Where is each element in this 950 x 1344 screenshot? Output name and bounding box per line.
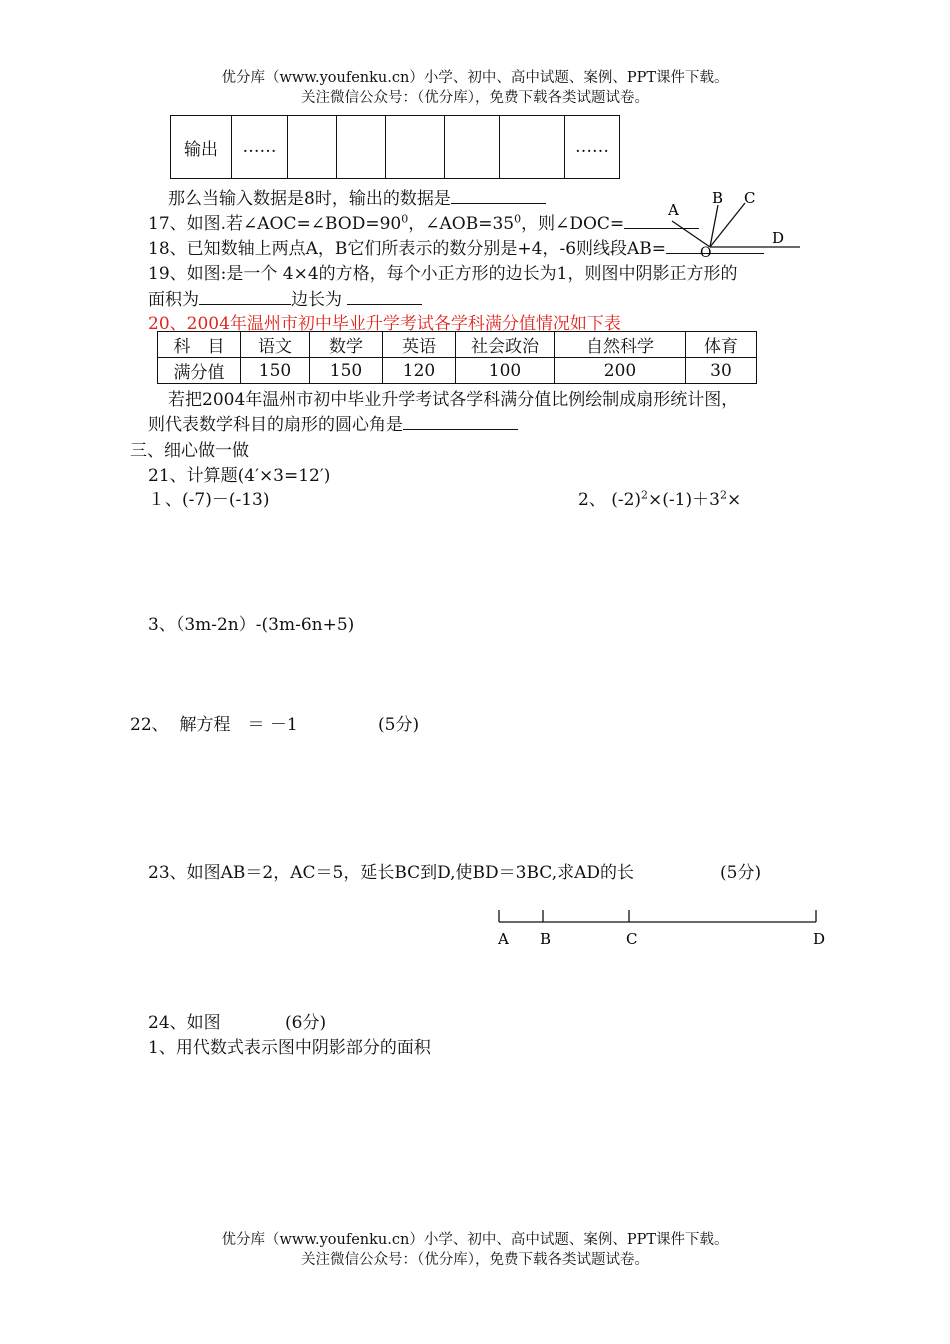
answer-blank [451, 187, 546, 204]
q19-side-label: 边长为 [291, 290, 342, 310]
q17-end: ，则∠DOC= [521, 214, 625, 234]
q17-text: 17、如图.若∠AOC=∠BOD=90 [148, 214, 402, 234]
score-value: 150 [310, 358, 383, 384]
answer-blank [347, 288, 422, 305]
q20-text1: 若把2004年温州市初中毕业升学考试各学科满分值比例绘制成扇形统计图， [168, 390, 739, 410]
point-label-a: A [498, 930, 509, 948]
q22 [130, 710, 298, 735]
score-header: 自然科学 [555, 332, 686, 358]
score-header: 体育 [686, 332, 757, 358]
score-table [157, 331, 757, 384]
io-cell [500, 116, 565, 179]
score-value: 30 [686, 358, 757, 384]
score-header: 英语 [383, 332, 456, 358]
q24-score: (6分) [285, 1013, 327, 1033]
q21-part2-c: × [726, 490, 742, 510]
score-header: 数学 [310, 332, 383, 358]
label-d: D [772, 229, 785, 247]
q20-text2 [148, 410, 518, 435]
score-value: 120 [383, 358, 456, 384]
q21-part2-a: 2、 (-2) [578, 490, 642, 510]
q23-text: 23、如图AB＝2，AC＝5，延长BC到D,使BD＝3BC,求AD的长 [148, 863, 635, 883]
score-value: 150 [241, 358, 310, 384]
q18 [148, 234, 764, 259]
q21-part2 [578, 485, 741, 510]
footer-line-1: 优分库（www.youfenku.cn）小学、初中、高中试题、案例、PPT课件下载。 [221, 1232, 729, 1248]
q16-tail [168, 184, 546, 209]
label-c: C [744, 189, 756, 207]
q21-title: 21、计算题(4′×3=12′) [148, 466, 331, 486]
header-line-1: 优分库（www.youfenku.cn）小学、初中、高中试题、案例、PPT课件下载。 [221, 70, 729, 86]
score-value-row [158, 358, 757, 384]
score-value: 满分值 [158, 358, 241, 384]
answer-blank [199, 288, 291, 305]
score-header: 科 目 [158, 332, 241, 358]
degree-sup: 0 [514, 212, 522, 226]
q21-part3: 3、（3m-2n）-(3m-6n+5) [148, 615, 355, 635]
q22-text: 解方程 ＝ －1 [179, 715, 298, 735]
point-label-b: B [540, 930, 552, 948]
q17-mid: ，∠AOB=35 [408, 214, 515, 234]
q23-score: (5分) [720, 863, 762, 883]
answer-blank [666, 237, 764, 254]
exponent: 2 [719, 488, 727, 502]
q22-score: (5分) [378, 715, 420, 735]
q21-part1: １、(-7)－(-13) [148, 490, 270, 510]
segment-figure [490, 905, 835, 953]
label-a: A [668, 201, 679, 219]
footer-line-2: 关注微信公众号：（优分库），免费下载各类试题试卷。 [301, 1252, 649, 1268]
score-header: 语文 [241, 332, 310, 358]
label-o: O [700, 245, 712, 260]
io-cell [337, 116, 386, 179]
q19-line2 [148, 285, 422, 310]
io-table [170, 115, 620, 179]
section-3-heading: 三、细心做一做 [130, 441, 249, 461]
score-header: 社会政治 [456, 332, 555, 358]
q19-line1: 19、如图:是一个 4×4的方格，每个小正方形的边长为1，则图中阴影正方形的 [148, 264, 738, 284]
point-label-d: D [813, 930, 826, 948]
io-cell [288, 116, 337, 179]
io-label: 输出 [171, 116, 232, 179]
io-cell: …… [565, 116, 620, 179]
q21-part2-b: ×(-1)＋3 [648, 490, 720, 510]
q24-part1: 1、用代数式表示图中阴影部分的面积 [148, 1038, 431, 1058]
q19-area-label: 面积为 [148, 290, 199, 310]
q17 [148, 209, 699, 234]
score-value: 100 [456, 358, 555, 384]
point-label-c: C [626, 930, 638, 948]
degree-sup: 0 [401, 212, 409, 226]
q16-text: 那么当输入数据是8时，输出的数据是 [168, 189, 451, 209]
q20-title: 20、2004年温州市初中毕业升学考试各学科满分值情况如下表 [148, 314, 621, 334]
score-header-row [158, 332, 757, 358]
io-row-output [171, 116, 620, 179]
io-cell [386, 116, 445, 179]
io-cell [445, 116, 500, 179]
score-value: 200 [555, 358, 686, 384]
label-b: B [712, 189, 724, 207]
io-cell: …… [232, 116, 288, 179]
q24-title: 24、如图 [148, 1013, 221, 1033]
q18-text: 18、已知数轴上两点A，B它们所表示的数分别是+4，-6则线段AB= [148, 239, 667, 259]
q20-text2-label: 则代表数学科目的扇形的圆心角是 [148, 415, 403, 435]
answer-blank [403, 413, 518, 430]
q22-number: 22、 [130, 715, 169, 735]
exponent: 2 [641, 488, 649, 502]
header-line-2: 关注微信公众号：（优分库），免费下载各类试题试卷。 [301, 90, 649, 106]
